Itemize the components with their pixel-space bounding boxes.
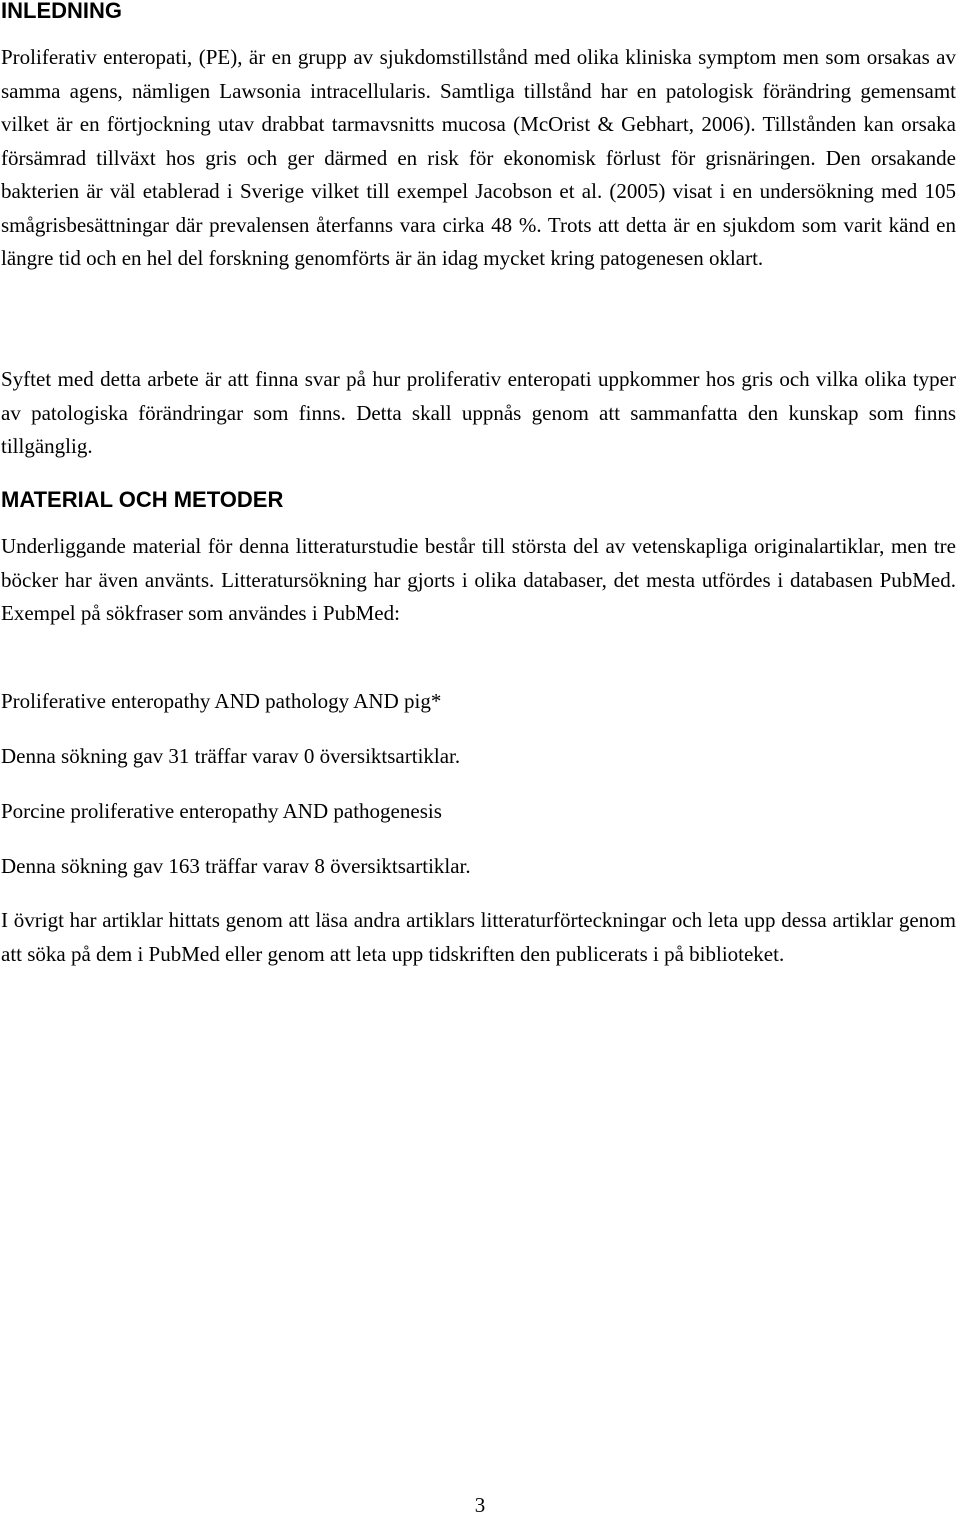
section-heading-material-och-metoder: MATERIAL OCH METODER: [1, 487, 284, 512]
section-heading-inledning: INLEDNING: [1, 0, 122, 23]
intro-paragraph-2: Syftet med detta arbete är att finna svar på hur proliferativ enteropati uppkommer hos gris och vilka olika typer av patologiska förändringar som finns. Detta skall uppnås genom att sammanfatta den kunskap som finns tillgänglig.: [1, 367, 956, 458]
search-result-2: Denna sökning gav 163 träffar varav 8 översiktsartiklar.: [1, 854, 471, 878]
search-phrase-2: Porcine proliferative enteropathy AND pathogenesis: [1, 799, 442, 823]
intro-paragraph-1: Proliferativ enteropati, (PE), är en grupp av sjukdomstillstånd med olika kliniska symptom men som orsakas av samma agens, nämligen Lawsonia intracellularis. Samtliga tillstånd har en patologisk förändring gemensamt vilket är en förtjockning utav drabbat tarmavsnitts mucosa (McOrist & Gebhart, 2006). Tillstånden kan orsaka försämrad tillväxt hos gris och ger därmed en risk för ekonomisk förlust för grisnäringen. Den orsakande bakterien är väl etablerad i Sverige vilket till exempel Jacobson et al. (2005) visat i en undersökning med 105 smågrisbesättningar där prevalensen återfanns vara cirka 48 %. Trots att detta är en sjukdom som varit känd en längre tid och en hel del forskning genomförts är än idag mycket kring patogenesen oklart.: [1, 45, 956, 270]
page-number: 3: [474, 1493, 486, 1517]
methods-paragraph-2: I övrigt har artiklar hittats genom att läsa andra artiklars litteraturförteckningar och leta upp dessa artiklar genom att söka på dem i PubMed eller genom att leta upp tidskriften den publicerats i på biblioteket.: [1, 908, 956, 966]
search-phrase-1: Proliferative enteropathy AND pathology AND pig*: [1, 689, 442, 713]
search-result-1: Denna sökning gav 31 träffar varav 0 översiktsartiklar.: [1, 744, 461, 768]
methods-paragraph-1: Underliggande material för denna litteraturstudie består till största del av vetenskapliga originalartiklar, men tre böcker har även använts. Litteratursökning har gjorts i olika databaser, det mesta utfördes i databasen PubMed. Exempel på sökfraser som användes i PubMed:: [1, 534, 956, 625]
